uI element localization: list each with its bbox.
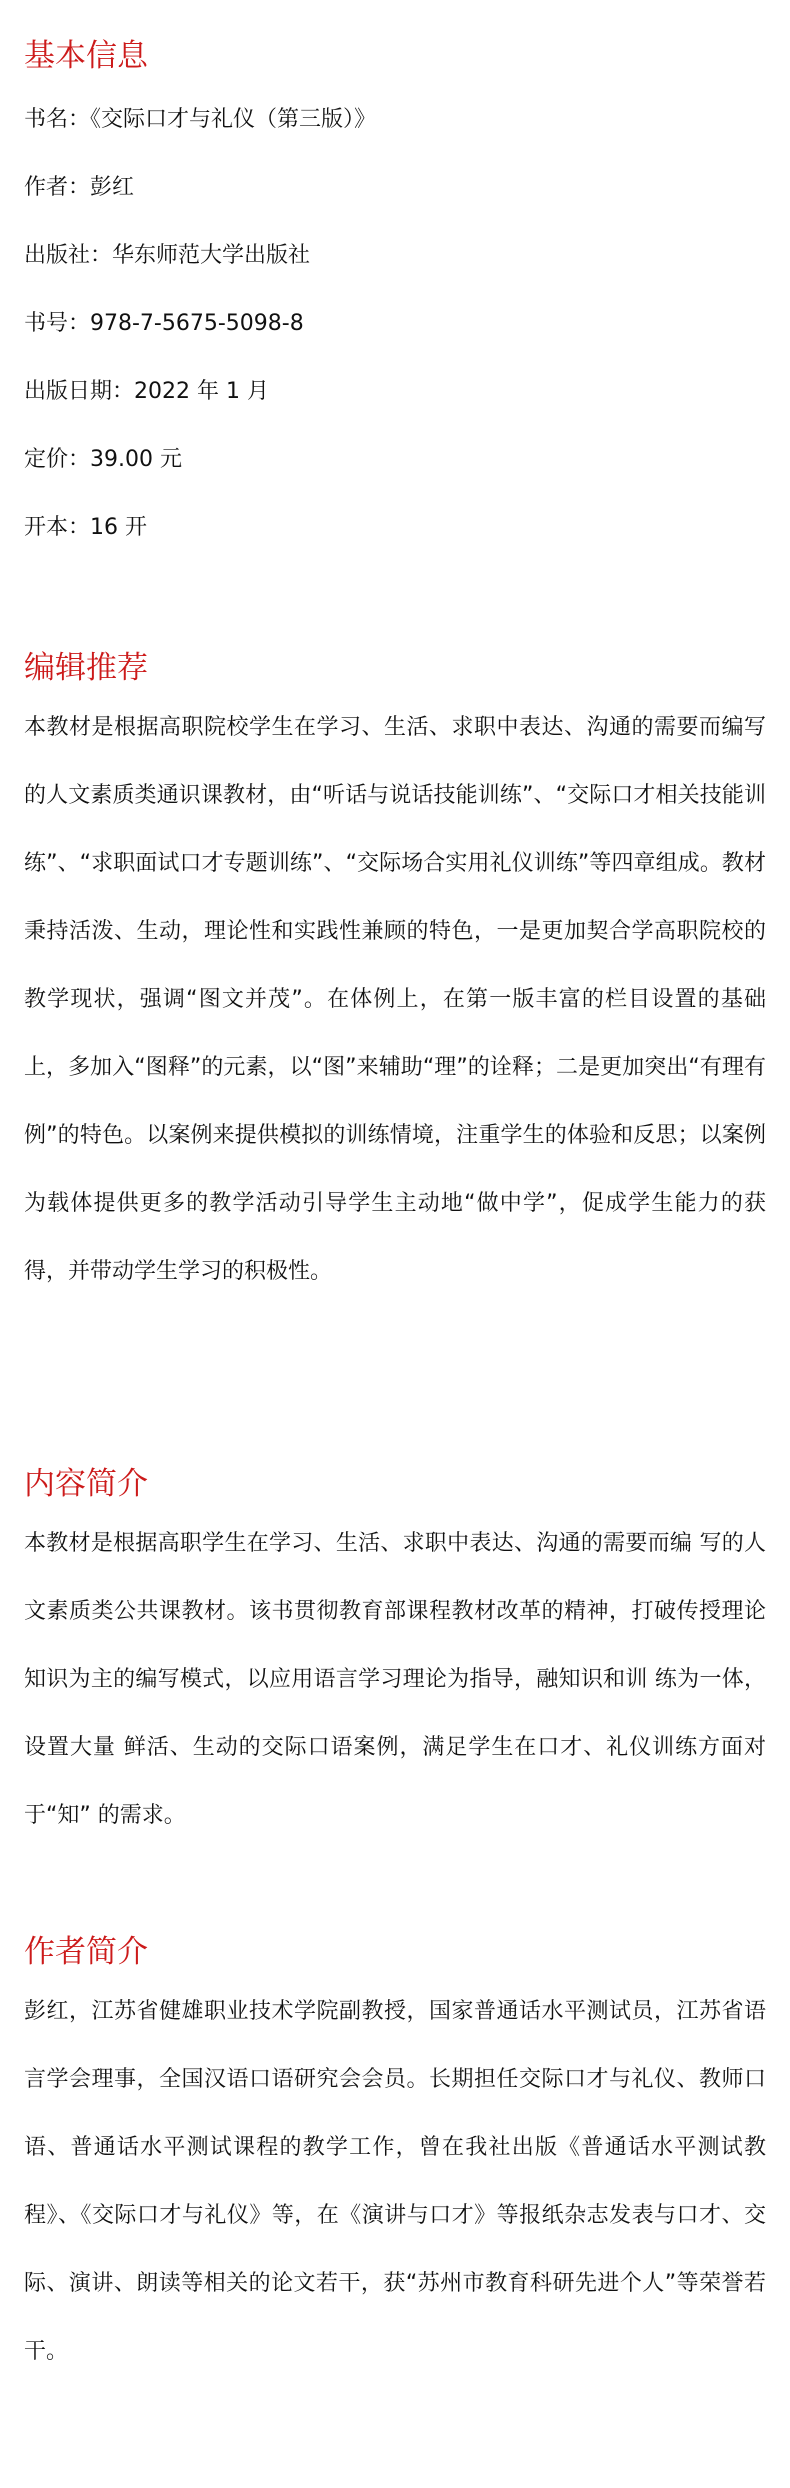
book-publisher: 出版社：华东师范大学出版社 [24, 243, 311, 268]
content-summary-heading: 内容简介 [24, 1466, 148, 1502]
book-format: 开本：16 开 [24, 515, 147, 540]
book-pub-date: 出版日期：2022 年 1 月 [24, 379, 269, 404]
basic-info-list [24, 86, 766, 562]
book-isbn: 书号：978-7-5675-5098-8 [24, 311, 304, 336]
book-author: 作者：彭红 [24, 175, 135, 200]
author-bio-text: 彭红，江苏省健雄职业技术学院副教授，国家普通话水平测试员，江苏省语言学会理事，全国汉语口语研究会会员。长期担任交际口才与礼仪、教师口语、普通话水平测试课程的教学工作，曾在我社出版《普通话水平测试教程》、《交际口才与礼仪》等，在《演讲与口才》等报纸杂志发表与口才、交际、演讲、朗读等相关的论文若干，获“苏州市教育科研先进个人”等荣誉若干。 [24, 1999, 766, 2364]
content-summary-section [24, 1462, 766, 1850]
editor-recommendation-section [24, 646, 766, 1306]
editor-recommendation-heading: 编辑推荐 [24, 650, 148, 686]
editor-recommendation-text: 本教材是根据高职院校学生在学习、生活、求职中表达、沟通的需要而编写的人文素质类通识课教材，由“听话与说话技能训练”、“交际口才相关技能训练”、“求职面试口才专题训练”、“交际场合实用礼仪训练”等四章组成。教材秉持活泼、生动，理论性和实践性兼顾的特色，一是更加契合学高职院校的教学现状，强调“图文并茂”。在体例上，在第一版丰富的栏目设置的基础上，多加入“图释”的元素，以“图”来辅助“理”的诠释；二是更加突出“有理有例”的特色。以案例来提供模拟的训练情境，注重学生的体验和反思；以案例为载体提供更多的教学活动引导学生主动地“做中学”，促成学生能力的获得，并带动学生学习的积极性。 [24, 715, 766, 1284]
basic-info-heading: 基本信息 [24, 38, 148, 74]
author-bio-section [24, 1930, 766, 2386]
book-price: 定价：39.00 元 [24, 447, 182, 472]
basic-info-section [24, 34, 766, 562]
author-bio-heading: 作者简介 [24, 1934, 148, 1970]
book-title: 书名：《交际口才与礼仪（第三版）》 [24, 107, 377, 132]
content-summary-text: 本教材是根据高职学生在学习、生活、求职中表达、沟通的需要而编 写的人文素质类公共课教材。该书贯彻教育部课程教材改革的精神，打破传授理论知识为主的编写模式，以应用语言学习理论为指导，融知识和训 练为一体，设置大量 鲜活、生动的交际口语案例，满足学生在口才、礼仪训练方面对于“知” 的需求。 [24, 1531, 766, 1828]
